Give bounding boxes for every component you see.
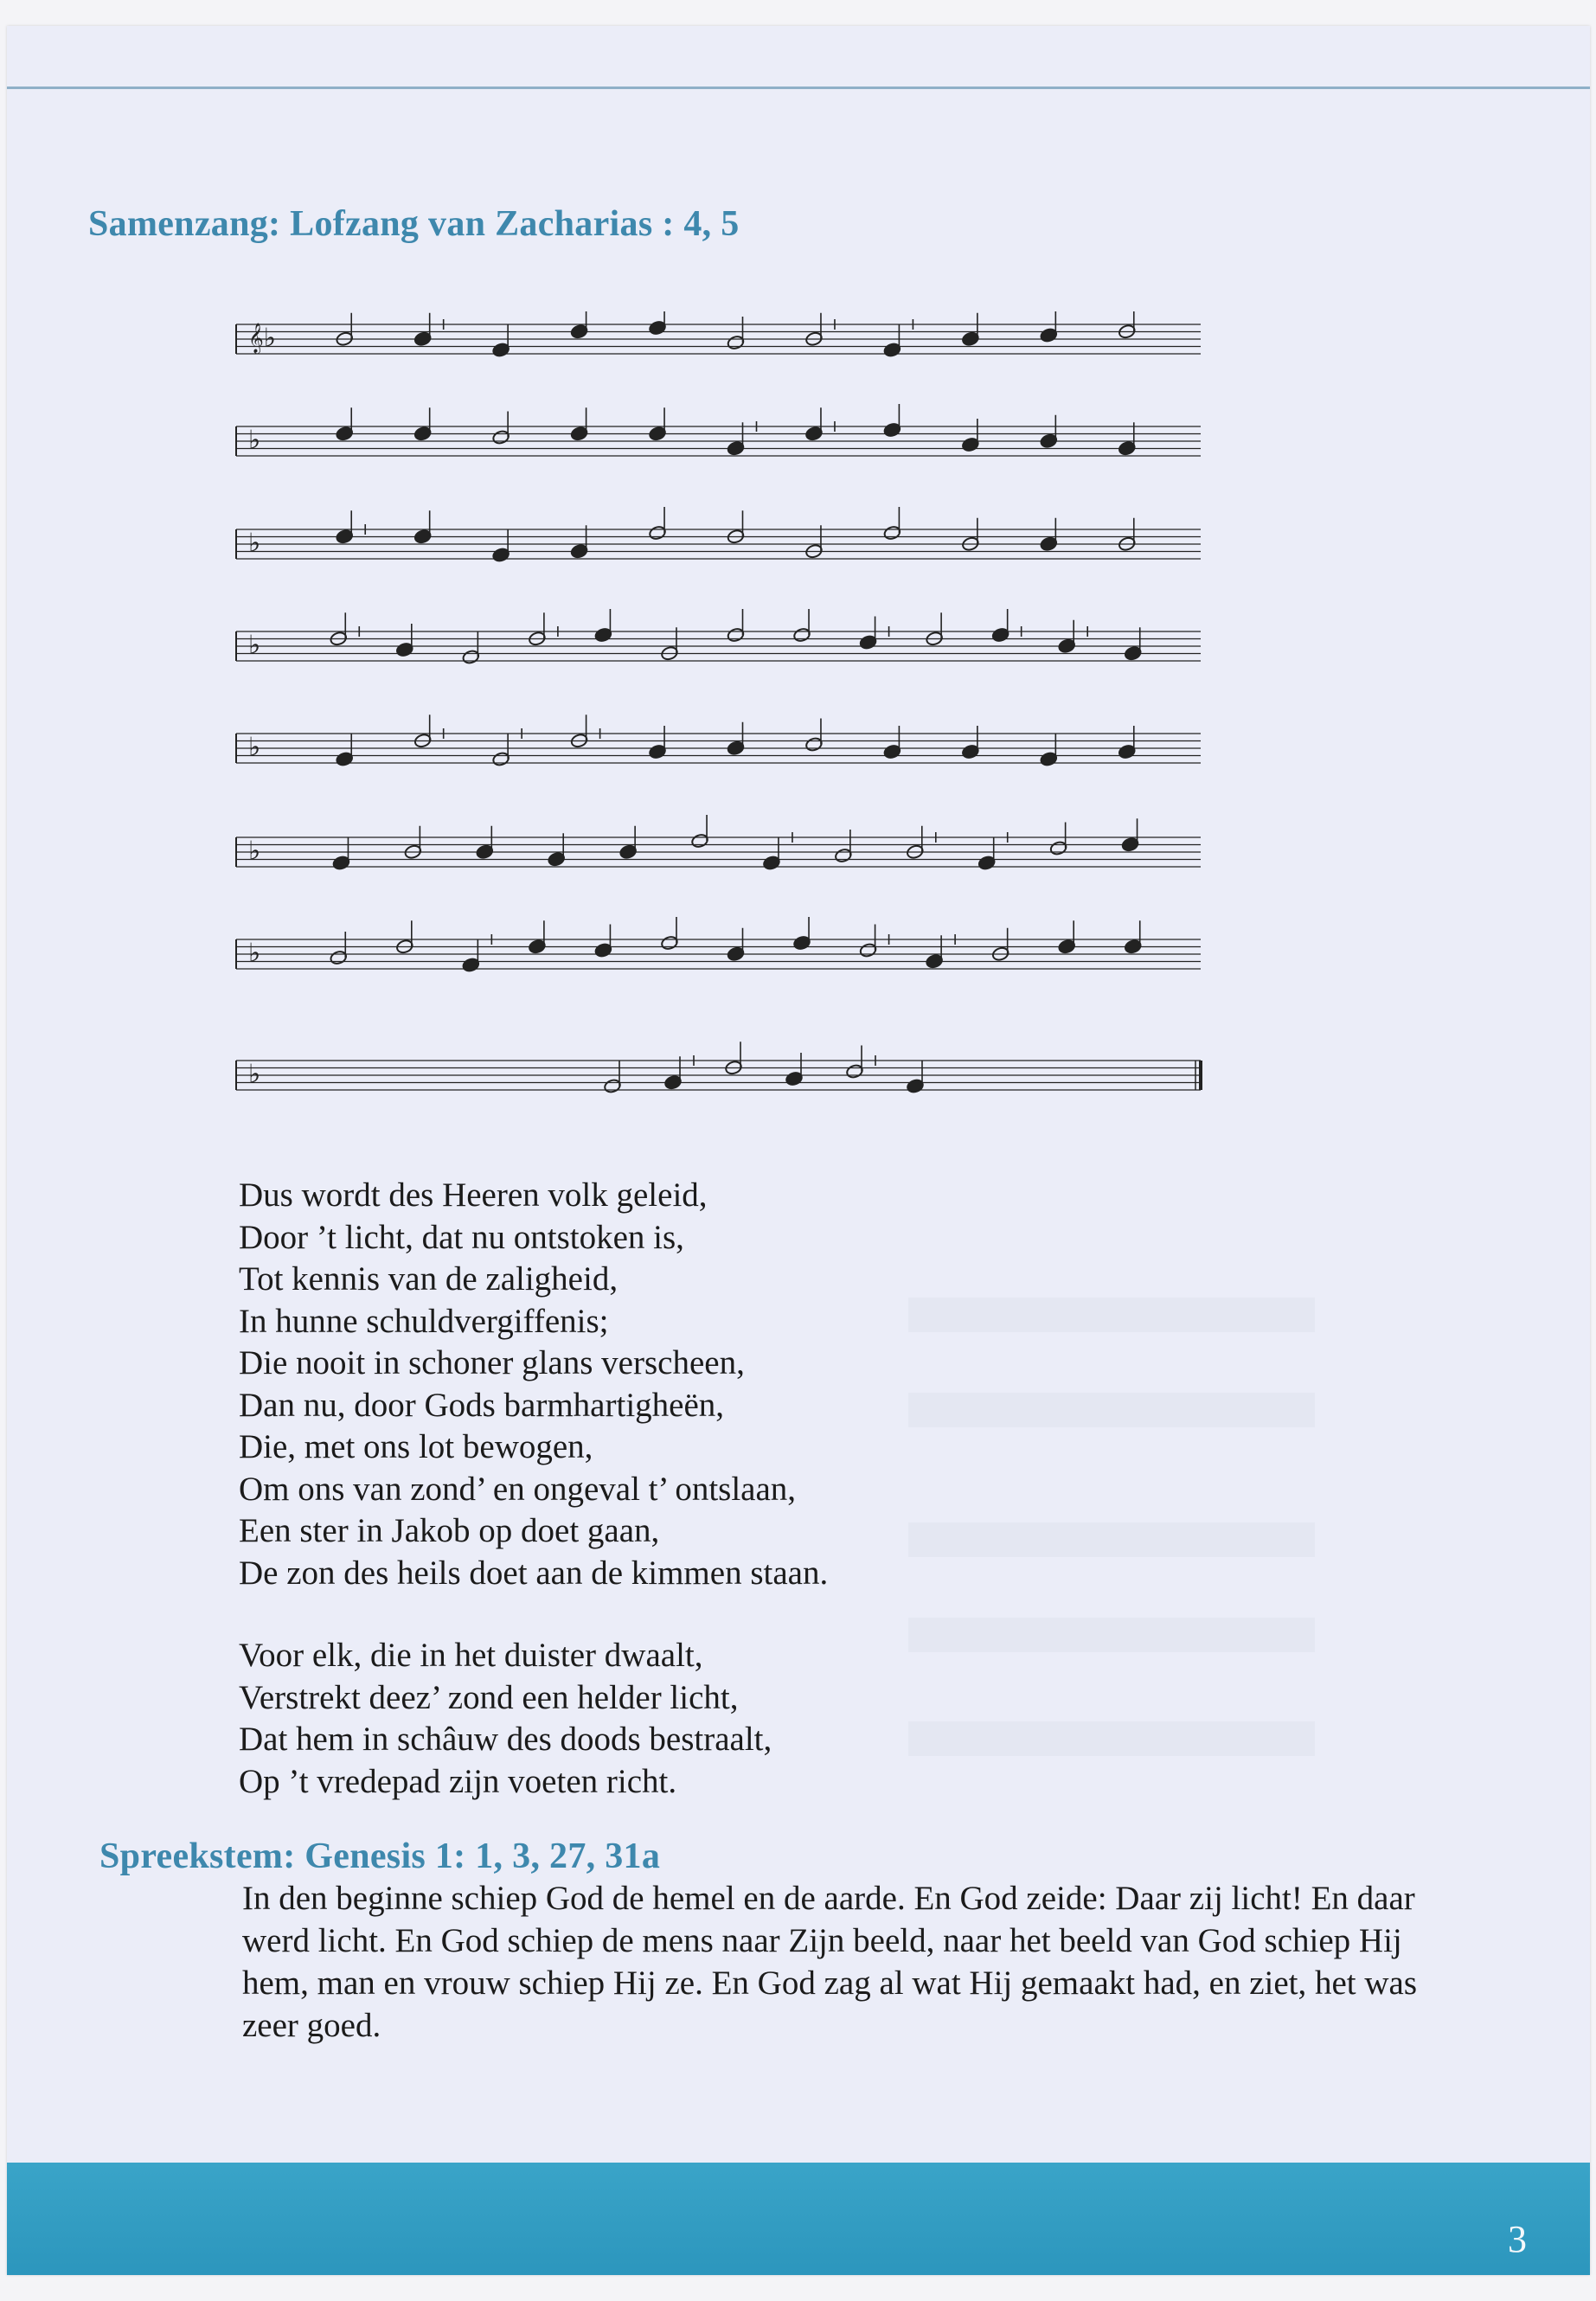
verse-line: Op ’t vredepad zijn voeten richt.	[239, 1762, 677, 1800]
music-staff	[236, 311, 1201, 358]
sheet-music-score	[232, 311, 1218, 1125]
verse-line: Dat hem in schâuw des doods bestraalt,	[239, 1721, 772, 1758]
music-staff	[236, 917, 1201, 973]
verse-line: Dus wordt des Heeren volk geleid,	[239, 1176, 708, 1214]
verse-line: In hunne schuldvergiffenis;	[239, 1302, 609, 1340]
hymn-verse-1	[239, 1175, 1493, 1594]
music-staff	[236, 815, 1201, 871]
song-heading: Samenzang: Lofzang van Zacharias : 4, 5	[88, 204, 740, 244]
key-signature-flat: ♭	[248, 425, 261, 456]
music-staff	[236, 1042, 1201, 1093]
page-number: 3	[1508, 2218, 1527, 2260]
key-signature-flat: ♭	[248, 938, 261, 969]
key-signature-flat: ♭	[248, 1059, 261, 1090]
key-signature-flat: ♭	[248, 528, 261, 559]
music-staff	[236, 609, 1201, 665]
key-signature-flat: ♭	[248, 732, 261, 763]
music-staff	[236, 715, 1201, 766]
verse-line: Dan nu, door Gods barmhartigheën,	[239, 1386, 725, 1424]
reading-text: In den beginne schiep God de hemel en de aarde. En God zeide: Daar zij licht! En daar werd licht. En God schiep de mens naar Zijn beeld, naar het beeld van God schiep Hij hem, man en vrouw schiep Hij ze. En God zag al wat Hij gemaakt had, en ziet, het was zeer goed.	[242, 1880, 1418, 2044]
verse-line: Om ons van zond’ en ongeval t’ ontslaan,	[239, 1470, 797, 1508]
music-staff	[236, 404, 1201, 456]
verse-line: De zon des heils doet aan de kimmen staan.	[239, 1554, 829, 1592]
key-signature-flat: 𝄞♭	[248, 323, 276, 354]
top-rule	[7, 87, 1590, 89]
verse-line: Voor elk, die in het duister dwaalt,	[239, 1637, 703, 1674]
hymn-verse-2	[239, 1635, 1493, 1803]
verse-line: Die nooit in schoner glans verscheen,	[239, 1344, 745, 1381]
verse-line: Tot kennis van de zaligheid,	[239, 1260, 619, 1298]
verse-line: Verstrekt deez’ zond een helder licht,	[239, 1678, 739, 1716]
key-signature-flat: ♭	[248, 836, 261, 867]
footer-band	[7, 2163, 1590, 2275]
key-signature-flat: ♭	[248, 630, 261, 661]
music-staff	[236, 507, 1201, 563]
verse-line: Een ster in Jakob op doet gaan,	[239, 1512, 660, 1549]
reading-heading: Spreekstem: Genesis 1: 1, 3, 27, 31a	[99, 1836, 661, 1876]
verse-line: Die, met ons lot bewogen,	[239, 1428, 593, 1465]
verse-line: Door ’t licht, dat nu ontstoken is,	[239, 1218, 684, 1256]
